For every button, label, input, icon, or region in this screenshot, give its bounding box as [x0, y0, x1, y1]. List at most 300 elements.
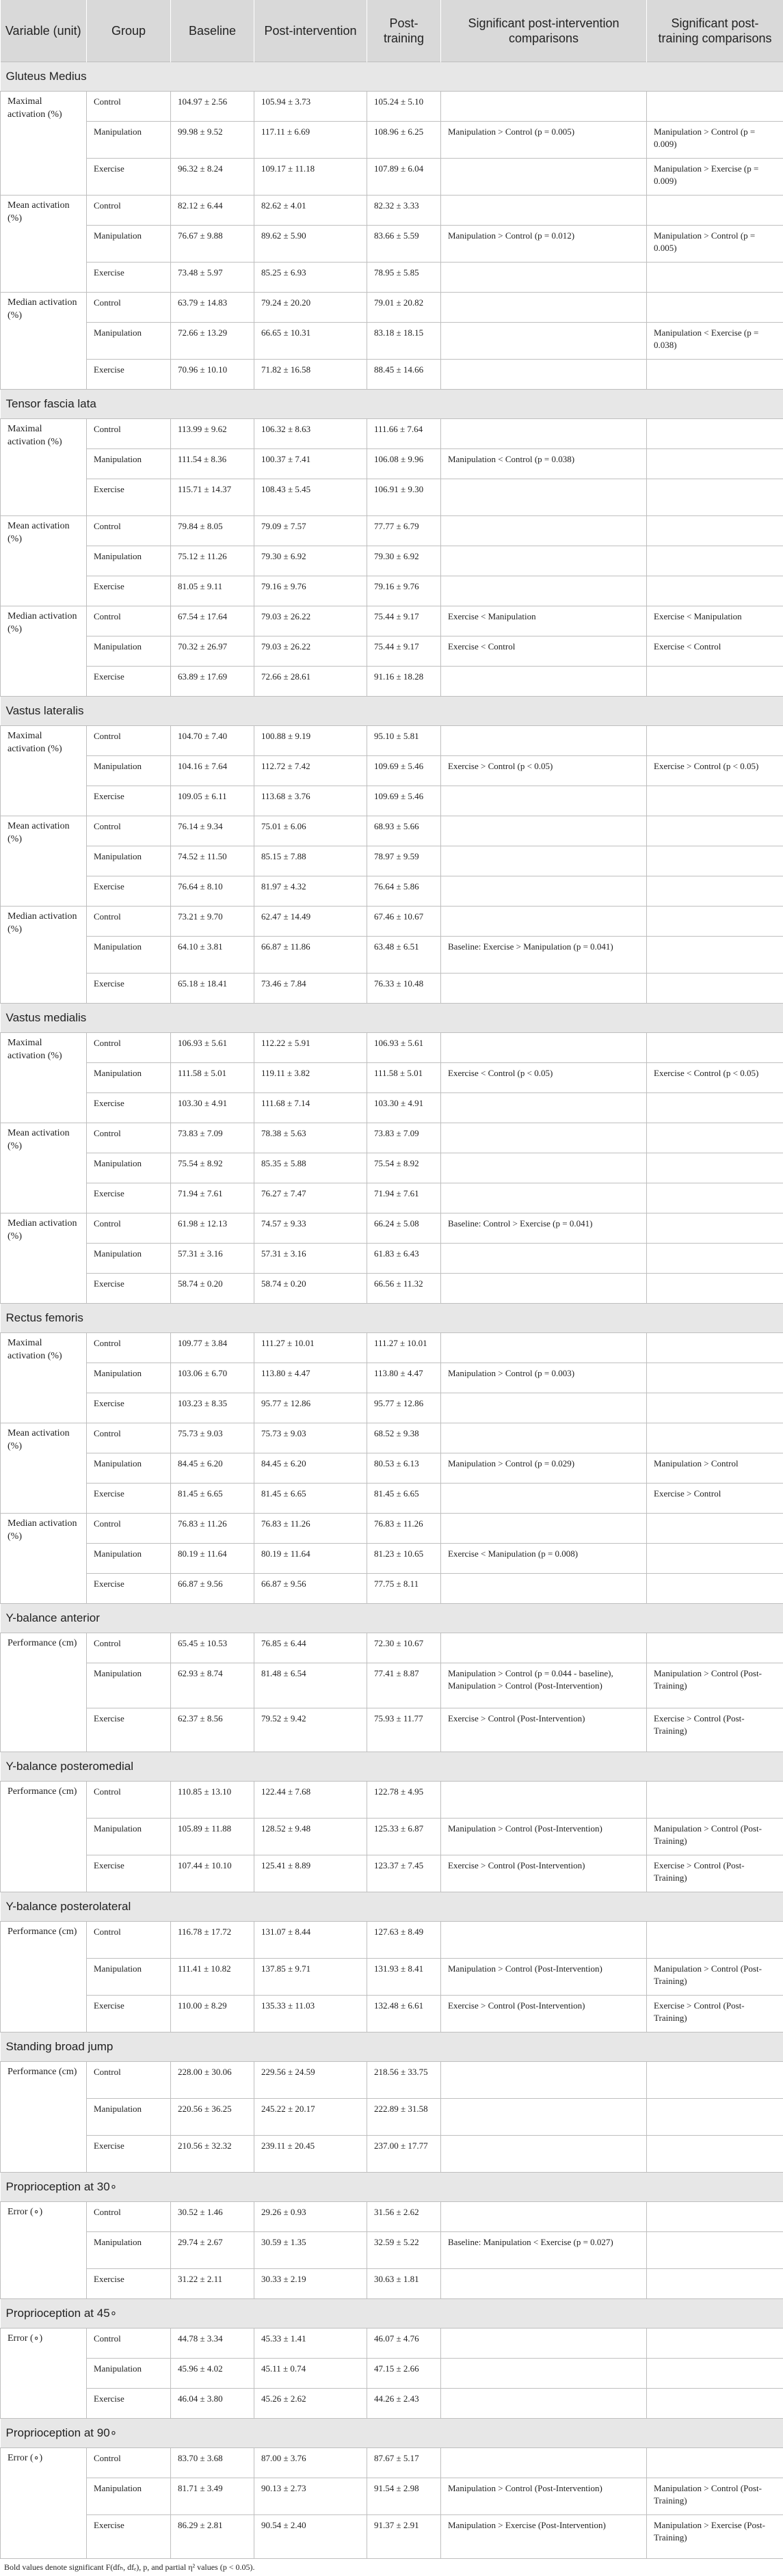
variable-cell: Performance (cm): [1, 1782, 87, 1892]
variable-cell: Median activation (%): [1, 606, 87, 697]
post-training-cell: 111.27 ± 10.01: [367, 1333, 441, 1363]
post-training-cell: 63.48 ± 6.51: [367, 937, 441, 974]
section-title: Proprioception at 45∘: [1, 2299, 783, 2329]
table-row: [1, 2232, 783, 2269]
variable-cell: Mean activation (%): [1, 1423, 87, 1514]
post-intervention-cell: 66.65 ± 10.31: [254, 323, 367, 360]
table-row: [1, 1244, 783, 1274]
baseline-cell: 107.44 ± 10.10: [171, 1855, 254, 1892]
baseline-cell: 111.58 ± 5.01: [171, 1063, 254, 1093]
post-intervention-comparison-cell: Exercise > Control (Post-Intervention): [441, 1855, 647, 1892]
post-intervention-comparison-cell: Manipulation > Control (p = 0.003): [441, 1363, 647, 1393]
post-training-cell: 72.30 ± 10.67: [367, 1633, 441, 1663]
post-intervention-cell: 80.19 ± 11.64: [254, 1544, 367, 1574]
table-row: [1, 479, 783, 516]
post-intervention-comparison-cell: [441, 1093, 647, 1123]
post-intervention-cell: 79.03 ± 26.22: [254, 606, 367, 636]
post-intervention-cell: 137.85 ± 9.71: [254, 1959, 367, 1996]
post-training-cell: 44.26 ± 2.43: [367, 2389, 441, 2419]
group-cell: Manipulation: [87, 2099, 171, 2136]
post-intervention-comparison-cell: [441, 2329, 647, 2359]
group-cell: Manipulation: [87, 1544, 171, 1574]
variable-cell: Error (∘): [1, 2448, 87, 2559]
table-footnote: Bold values denote significant F(dfₕ, dfₑ), p, and partial η² values (p < 0.05).: [0, 2559, 783, 2576]
group-cell: Control: [87, 907, 171, 937]
post-training-comparison-cell: [647, 1033, 783, 1063]
post-intervention-cell: 112.72 ± 7.42: [254, 756, 367, 786]
post-intervention-comparison-cell: [441, 2448, 647, 2478]
post-intervention-comparison-cell: Exercise > Control (Post-Intervention): [441, 1996, 647, 2032]
variable-cell: Median activation (%): [1, 1514, 87, 1604]
baseline-cell: 103.06 ± 6.70: [171, 1363, 254, 1393]
table-row: [1, 1183, 783, 1213]
table-row: [1, 756, 783, 786]
post-training-comparison-cell: [647, 1363, 783, 1393]
post-intervention-comparison-cell: [441, 2269, 647, 2299]
post-intervention-cell: 100.88 ± 9.19: [254, 726, 367, 756]
post-intervention-cell: 105.94 ± 3.73: [254, 92, 367, 122]
baseline-cell: 66.87 ± 9.56: [171, 1574, 254, 1604]
post-training-comparison-cell: [647, 546, 783, 576]
baseline-cell: 70.96 ± 10.10: [171, 360, 254, 390]
post-training-cell: 77.41 ± 8.87: [367, 1663, 441, 1708]
post-intervention-cell: 71.82 ± 16.58: [254, 360, 367, 390]
table-row: [1, 1033, 783, 1063]
group-cell: Control: [87, 726, 171, 756]
post-intervention-comparison-cell: [441, 816, 647, 846]
post-training-cell: 75.54 ± 8.92: [367, 1153, 441, 1183]
post-training-comparison-cell: [647, 360, 783, 390]
table-row: [1, 1782, 783, 1819]
post-training-comparison-cell: Exercise > Control: [647, 1484, 783, 1514]
group-cell: Manipulation: [87, 2359, 171, 2389]
post-training-cell: 78.97 ± 9.59: [367, 846, 441, 876]
group-cell: Exercise: [87, 2389, 171, 2419]
variable-cell: Maximal activation (%): [1, 1033, 87, 1123]
table-row: [1, 2136, 783, 2173]
post-training-cell: 91.16 ± 18.28: [367, 667, 441, 697]
post-intervention-cell: 112.22 ± 5.91: [254, 1033, 367, 1063]
baseline-cell: 30.52 ± 1.46: [171, 2202, 254, 2232]
post-training-cell: 131.93 ± 8.41: [367, 1959, 441, 1996]
section-title: Y-balance anterior: [1, 1604, 783, 1633]
baseline-cell: 58.74 ± 0.20: [171, 1274, 254, 1304]
post-intervention-cell: 89.62 ± 5.90: [254, 226, 367, 263]
post-training-comparison-cell: [647, 2448, 783, 2478]
post-training-cell: 222.89 ± 31.58: [367, 2099, 441, 2136]
post-training-comparison-cell: [647, 1423, 783, 1453]
post-training-cell: 113.80 ± 4.47: [367, 1363, 441, 1393]
baseline-cell: 106.93 ± 5.61: [171, 1033, 254, 1063]
post-intervention-comparison-cell: [441, 159, 647, 196]
post-intervention-comparison-cell: Exercise < Manipulation: [441, 606, 647, 636]
baseline-cell: 31.22 ± 2.11: [171, 2269, 254, 2299]
table-row: [1, 1484, 783, 1514]
post-training-comparison-cell: [647, 1333, 783, 1363]
variable-cell: Mean activation (%): [1, 516, 87, 606]
table-row: [1, 1514, 783, 1544]
post-training-comparison-cell: Exercise > Control (p < 0.05): [647, 756, 783, 786]
table-row: [1, 1274, 783, 1304]
table-row: [1, 263, 783, 293]
table-row: [1, 159, 783, 196]
group-cell: Control: [87, 1423, 171, 1453]
group-cell: Exercise: [87, 1996, 171, 2032]
post-training-cell: 30.63 ± 1.81: [367, 2269, 441, 2299]
post-training-comparison-cell: [647, 2099, 783, 2136]
table-row: [1, 1708, 783, 1752]
post-training-comparison-cell: [647, 667, 783, 697]
post-intervention-comparison-cell: Exercise > Control (Post-Intervention): [441, 1708, 647, 1752]
table-row: [1, 2202, 783, 2232]
post-training-comparison-cell: Manipulation < Exercise (p = 0.038): [647, 323, 783, 360]
group-cell: Exercise: [87, 1574, 171, 1604]
post-intervention-comparison-cell: [441, 360, 647, 390]
post-training-cell: 46.07 ± 4.76: [367, 2329, 441, 2359]
table-row: [1, 546, 783, 576]
baseline-cell: 67.54 ± 17.64: [171, 606, 254, 636]
section-row: [1, 62, 783, 92]
post-intervention-comparison-cell: [441, 846, 647, 876]
group-cell: Exercise: [87, 2136, 171, 2173]
group-cell: Manipulation: [87, 323, 171, 360]
post-training-cell: 122.78 ± 4.95: [367, 1782, 441, 1819]
post-intervention-comparison-cell: [441, 419, 647, 449]
group-cell: Exercise: [87, 1274, 171, 1304]
section-title: Proprioception at 30∘: [1, 2173, 783, 2202]
post-intervention-comparison-cell: [441, 263, 647, 293]
group-cell: Manipulation: [87, 1244, 171, 1274]
table-row: [1, 293, 783, 323]
post-intervention-comparison-cell: [441, 786, 647, 816]
post-training-cell: 68.93 ± 5.66: [367, 816, 441, 846]
baseline-cell: 45.96 ± 4.02: [171, 2359, 254, 2389]
baseline-cell: 110.00 ± 8.29: [171, 1996, 254, 2032]
group-cell: Exercise: [87, 263, 171, 293]
baseline-cell: 103.30 ± 4.91: [171, 1093, 254, 1123]
baseline-cell: 83.70 ± 3.68: [171, 2448, 254, 2478]
post-intervention-comparison-cell: [441, 907, 647, 937]
group-cell: Manipulation: [87, 846, 171, 876]
table-row: [1, 1855, 783, 1892]
post-training-comparison-cell: [647, 2389, 783, 2419]
post-intervention-comparison-cell: [441, 2136, 647, 2173]
group-cell: Control: [87, 606, 171, 636]
group-cell: Manipulation: [87, 937, 171, 974]
baseline-cell: 84.45 ± 6.20: [171, 1453, 254, 1484]
table-row: [1, 786, 783, 816]
table-row: [1, 1922, 783, 1959]
post-intervention-cell: 100.37 ± 7.41: [254, 449, 367, 479]
post-intervention-comparison-cell: [441, 2062, 647, 2099]
post-training-cell: 76.83 ± 11.26: [367, 1514, 441, 1544]
post-intervention-cell: 79.09 ± 7.57: [254, 516, 367, 546]
post-intervention-cell: 75.73 ± 9.03: [254, 1423, 367, 1453]
post-training-cell: 32.59 ± 5.22: [367, 2232, 441, 2269]
section-title: Standing broad jump: [1, 2032, 783, 2062]
post-training-cell: 66.56 ± 11.32: [367, 1274, 441, 1304]
post-training-cell: 78.95 ± 5.85: [367, 263, 441, 293]
table-row: [1, 449, 783, 479]
post-training-cell: 132.48 ± 6.61: [367, 1996, 441, 2032]
baseline-cell: 104.16 ± 7.64: [171, 756, 254, 786]
post-intervention-comparison-cell: [441, 1244, 647, 1274]
post-intervention-comparison-cell: Manipulation > Control (p = 0.044 - baseline), Manipulation > Control (Post-Intervention): [441, 1663, 647, 1708]
post-training-cell: 95.10 ± 5.81: [367, 726, 441, 756]
table-row: [1, 576, 783, 606]
table-row: [1, 122, 783, 159]
table-row: [1, 1393, 783, 1423]
header-variable: Variable (unit): [1, 0, 87, 62]
header-row: [1, 0, 783, 62]
table-row: [1, 92, 783, 122]
table-row: [1, 226, 783, 263]
post-training-comparison-cell: [647, 2062, 783, 2099]
post-intervention-comparison-cell: [441, 1033, 647, 1063]
post-training-cell: 108.96 ± 6.25: [367, 122, 441, 159]
post-training-comparison-cell: [647, 1922, 783, 1959]
post-intervention-cell: 79.03 ± 26.22: [254, 636, 367, 667]
post-training-comparison-cell: Exercise < Manipulation: [647, 606, 783, 636]
group-cell: Exercise: [87, 1708, 171, 1752]
post-training-comparison-cell: [647, 726, 783, 756]
post-training-comparison-cell: [647, 1183, 783, 1213]
section-title: Gluteus Medius: [1, 62, 783, 92]
section-title: Vastus medialis: [1, 1004, 783, 1033]
group-cell: Control: [87, 92, 171, 122]
post-intervention-cell: 85.35 ± 5.88: [254, 1153, 367, 1183]
post-training-cell: 76.33 ± 10.48: [367, 974, 441, 1004]
table-row: [1, 1996, 783, 2032]
post-training-cell: 87.67 ± 5.17: [367, 2448, 441, 2478]
post-training-comparison-cell: [647, 2359, 783, 2389]
section-row: [1, 1752, 783, 1782]
post-training-comparison-cell: Exercise > Control (Post-Training): [647, 1855, 783, 1892]
baseline-cell: 115.71 ± 14.37: [171, 479, 254, 516]
baseline-cell: 111.54 ± 8.36: [171, 449, 254, 479]
post-training-comparison-cell: [647, 479, 783, 516]
post-training-cell: 109.69 ± 5.46: [367, 786, 441, 816]
group-cell: Control: [87, 1782, 171, 1819]
post-intervention-cell: 113.80 ± 4.47: [254, 1363, 367, 1393]
table-row: [1, 2478, 783, 2515]
post-training-cell: 111.66 ± 7.64: [367, 419, 441, 449]
baseline-cell: 113.99 ± 9.62: [171, 419, 254, 449]
post-training-comparison-cell: [647, 1633, 783, 1663]
post-training-comparison-cell: [647, 1213, 783, 1244]
post-training-cell: 61.83 ± 6.43: [367, 1244, 441, 1274]
baseline-cell: 75.12 ± 11.26: [171, 546, 254, 576]
post-training-comparison-cell: Manipulation > Control (Post-Training): [647, 1663, 783, 1708]
baseline-cell: 228.00 ± 30.06: [171, 2062, 254, 2099]
section-title: Proprioception at 90∘: [1, 2419, 783, 2448]
post-intervention-cell: 81.97 ± 4.32: [254, 876, 367, 907]
post-intervention-comparison-cell: [441, 1633, 647, 1663]
post-training-cell: 79.30 ± 6.92: [367, 546, 441, 576]
post-intervention-cell: 73.46 ± 7.84: [254, 974, 367, 1004]
post-intervention-comparison-cell: Manipulation < Control (p = 0.038): [441, 449, 647, 479]
table-row: [1, 323, 783, 360]
table-row: [1, 1423, 783, 1453]
group-cell: Control: [87, 2448, 171, 2478]
post-intervention-cell: 79.24 ± 20.20: [254, 293, 367, 323]
baseline-cell: 62.93 ± 8.74: [171, 1663, 254, 1708]
post-training-comparison-cell: [647, 1544, 783, 1574]
group-cell: Manipulation: [87, 226, 171, 263]
post-training-comparison-cell: [647, 1123, 783, 1153]
table-row: [1, 816, 783, 846]
post-training-cell: 88.45 ± 14.66: [367, 360, 441, 390]
post-intervention-cell: 45.33 ± 1.41: [254, 2329, 367, 2359]
group-cell: Exercise: [87, 360, 171, 390]
post-training-comparison-cell: [647, 1153, 783, 1183]
baseline-cell: 76.83 ± 11.26: [171, 1514, 254, 1544]
baseline-cell: 110.85 ± 13.10: [171, 1782, 254, 1819]
post-intervention-comparison-cell: [441, 1153, 647, 1183]
post-intervention-cell: 79.16 ± 9.76: [254, 576, 367, 606]
post-intervention-cell: 45.11 ± 0.74: [254, 2359, 367, 2389]
group-cell: Manipulation: [87, 1663, 171, 1708]
variable-cell: Error (∘): [1, 2329, 87, 2419]
group-cell: Manipulation: [87, 756, 171, 786]
post-intervention-comparison-cell: [441, 196, 647, 226]
table-row: [1, 2359, 783, 2389]
group-cell: Manipulation: [87, 1153, 171, 1183]
table-row: [1, 196, 783, 226]
group-cell: Manipulation: [87, 1063, 171, 1093]
table-row: [1, 516, 783, 546]
header-post-intervention-comparisons: Significant post-intervention comparisons: [441, 0, 647, 62]
variable-cell: Maximal activation (%): [1, 726, 87, 816]
section-row: [1, 390, 783, 419]
post-intervention-cell: 109.17 ± 11.18: [254, 159, 367, 196]
post-training-comparison-cell: [647, 1514, 783, 1544]
post-intervention-comparison-cell: Manipulation > Control (p = 0.029): [441, 1453, 647, 1484]
post-intervention-cell: 30.33 ± 2.19: [254, 2269, 367, 2299]
variable-cell: Mean activation (%): [1, 816, 87, 907]
post-intervention-comparison-cell: [441, 1183, 647, 1213]
post-intervention-cell: 106.32 ± 8.63: [254, 419, 367, 449]
table-row: [1, 1153, 783, 1183]
post-training-comparison-cell: Exercise < Control: [647, 636, 783, 667]
group-cell: Control: [87, 419, 171, 449]
variable-cell: Median activation (%): [1, 907, 87, 1004]
post-intervention-cell: 239.11 ± 20.45: [254, 2136, 367, 2173]
table-row: [1, 1453, 783, 1484]
group-cell: Manipulation: [87, 636, 171, 667]
post-training-cell: 83.18 ± 18.15: [367, 323, 441, 360]
post-intervention-comparison-cell: [441, 1393, 647, 1423]
post-intervention-cell: 79.52 ± 9.42: [254, 1708, 367, 1752]
post-intervention-comparison-cell: [441, 2359, 647, 2389]
post-intervention-cell: 84.45 ± 6.20: [254, 1453, 367, 1484]
group-cell: Control: [87, 2202, 171, 2232]
post-intervention-comparison-cell: [441, 1123, 647, 1153]
table-row: [1, 606, 783, 636]
section-row: [1, 1004, 783, 1033]
variable-cell: Performance (cm): [1, 2062, 87, 2173]
group-cell: Manipulation: [87, 2232, 171, 2269]
post-intervention-cell: 76.85 ± 6.44: [254, 1633, 367, 1663]
post-intervention-comparison-cell: [441, 479, 647, 516]
variable-cell: Mean activation (%): [1, 1123, 87, 1213]
post-training-cell: 123.37 ± 7.45: [367, 1855, 441, 1892]
table-row: [1, 1333, 783, 1363]
table-row: [1, 846, 783, 876]
post-intervention-cell: 30.59 ± 1.35: [254, 2232, 367, 2269]
section-title: Vastus lateralis: [1, 697, 783, 726]
post-intervention-cell: 76.83 ± 11.26: [254, 1514, 367, 1544]
variable-cell: Error (∘): [1, 2202, 87, 2299]
baseline-cell: 81.71 ± 3.49: [171, 2478, 254, 2515]
post-training-comparison-cell: [647, 196, 783, 226]
post-intervention-cell: 245.22 ± 20.17: [254, 2099, 367, 2136]
baseline-cell: 81.05 ± 9.11: [171, 576, 254, 606]
post-training-cell: 73.83 ± 7.09: [367, 1123, 441, 1153]
table-row: [1, 667, 783, 697]
post-intervention-comparison-cell: Manipulation > Control (p = 0.012): [441, 226, 647, 263]
baseline-cell: 44.78 ± 3.34: [171, 2329, 254, 2359]
post-training-comparison-cell: [647, 1244, 783, 1274]
group-cell: Control: [87, 2329, 171, 2359]
post-training-cell: 103.30 ± 4.91: [367, 1093, 441, 1123]
post-intervention-comparison-cell: [441, 1514, 647, 1544]
post-intervention-cell: 72.66 ± 28.61: [254, 667, 367, 697]
post-training-comparison-cell: Exercise > Control (Post-Training): [647, 1996, 783, 2032]
baseline-cell: 220.56 ± 36.25: [171, 2099, 254, 2136]
post-training-comparison-cell: [647, 2329, 783, 2359]
post-training-comparison-cell: [647, 2269, 783, 2299]
group-cell: Control: [87, 1922, 171, 1959]
post-training-comparison-cell: [647, 449, 783, 479]
group-cell: Control: [87, 1633, 171, 1663]
group-cell: Exercise: [87, 786, 171, 816]
post-training-comparison-cell: Manipulation > Exercise (Post-Training): [647, 2515, 783, 2559]
post-training-comparison-cell: [647, 1782, 783, 1819]
post-training-comparison-cell: [647, 516, 783, 546]
post-intervention-comparison-cell: Manipulation > Control (Post-Intervention): [441, 1819, 647, 1855]
post-intervention-cell: 79.30 ± 6.92: [254, 546, 367, 576]
post-training-cell: 83.66 ± 5.59: [367, 226, 441, 263]
table-row: [1, 2099, 783, 2136]
post-intervention-cell: 122.44 ± 7.68: [254, 1782, 367, 1819]
group-cell: Control: [87, 816, 171, 846]
post-intervention-cell: 113.68 ± 3.76: [254, 786, 367, 816]
post-training-comparison-cell: [647, 2232, 783, 2269]
post-intervention-comparison-cell: [441, 726, 647, 756]
post-intervention-cell: 45.26 ± 2.62: [254, 2389, 367, 2419]
baseline-cell: 116.78 ± 17.72: [171, 1922, 254, 1959]
post-training-cell: 81.23 ± 10.65: [367, 1544, 441, 1574]
post-training-comparison-cell: [647, 2202, 783, 2232]
header-post-training: Post-training: [367, 0, 441, 62]
post-intervention-comparison-cell: Exercise < Manipulation (p = 0.008): [441, 1544, 647, 1574]
post-training-cell: 237.00 ± 17.77: [367, 2136, 441, 2173]
table-row: [1, 1544, 783, 1574]
post-training-comparison-cell: Exercise < Control (p < 0.05): [647, 1063, 783, 1093]
post-training-cell: 68.52 ± 9.38: [367, 1423, 441, 1453]
group-cell: Exercise: [87, 1393, 171, 1423]
table-row: [1, 360, 783, 390]
group-cell: Exercise: [87, 2515, 171, 2559]
post-intervention-comparison-cell: Baseline: Manipulation < Exercise (p = 0.027): [441, 2232, 647, 2269]
section-row: [1, 1892, 783, 1922]
post-intervention-cell: 75.01 ± 6.06: [254, 816, 367, 846]
baseline-cell: 65.45 ± 10.53: [171, 1633, 254, 1663]
post-intervention-cell: 58.74 ± 0.20: [254, 1274, 367, 1304]
post-intervention-comparison-cell: [441, 667, 647, 697]
post-intervention-comparison-cell: [441, 293, 647, 323]
